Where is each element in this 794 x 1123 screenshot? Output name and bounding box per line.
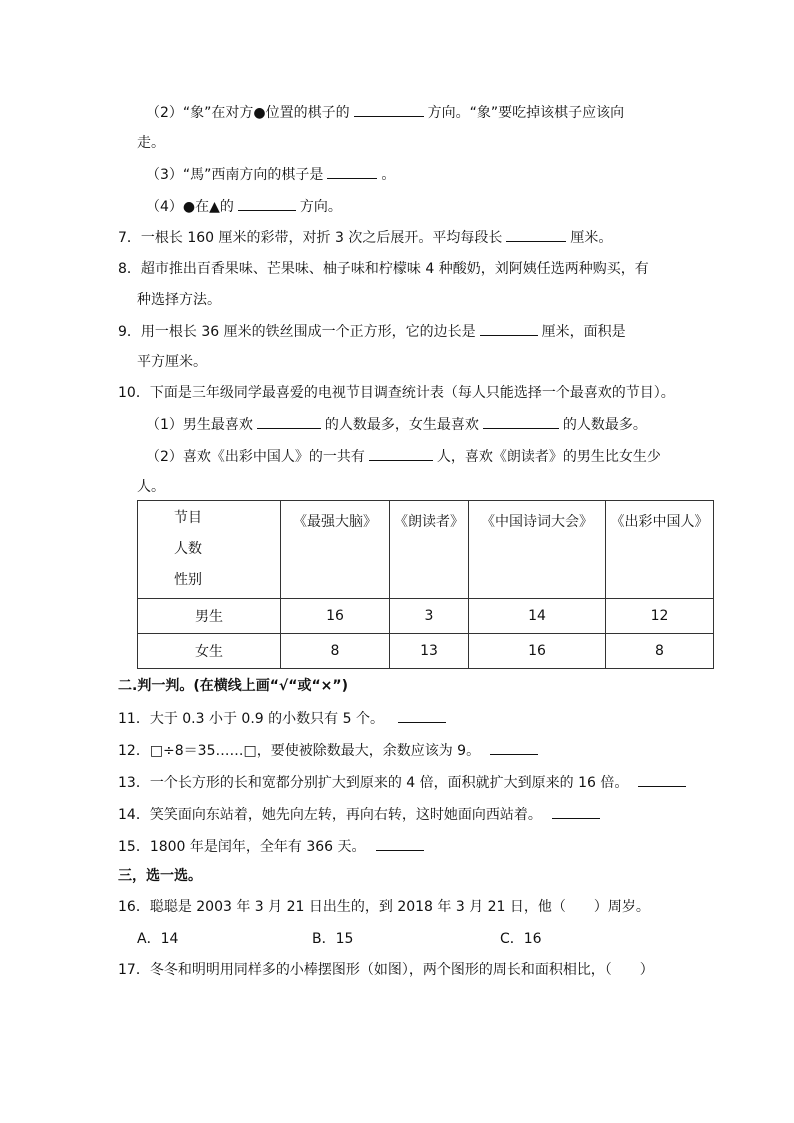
cell-boys-1: 16	[281, 599, 390, 634]
header-program-2: 《朗读者》	[390, 501, 469, 599]
q7-text-a: 7．一根长 160 厘米的彩带，对折 3 次之后展开。平均每段长	[118, 230, 503, 246]
q16-option-b-text: B．15	[312, 931, 354, 947]
q12-text: 12．□÷8＝35……□，要使被除数最大，余数应该为 9。	[118, 743, 481, 759]
question-15	[118, 836, 428, 857]
question-8-line2	[137, 290, 221, 310]
q6-part2-text-c: 走。	[137, 135, 165, 151]
question-16	[118, 897, 650, 917]
question-7	[118, 227, 612, 248]
cell-boys-4: 12	[606, 599, 714, 634]
q6-part3	[146, 164, 395, 185]
q16-option-b[interactable]	[312, 929, 353, 949]
table-header-row	[138, 501, 714, 599]
header-program-1: 《最强大脑》	[281, 501, 390, 599]
question-12	[118, 740, 542, 761]
question-8-line1	[118, 259, 649, 279]
q10-part1-text-a: （1）男生最喜欢	[146, 417, 253, 433]
table-row	[138, 634, 714, 669]
q9-blank[interactable]	[480, 321, 538, 336]
section-2-heading	[118, 676, 348, 696]
q7-text-b: 厘米。	[570, 230, 613, 246]
q10-part1-text-b: 的人数最多，女生最喜欢	[324, 417, 479, 433]
table-corner-cell	[138, 501, 281, 599]
question-17	[118, 960, 654, 980]
corner-label-program: 节目	[174, 510, 202, 526]
row-label-boys: 男生	[138, 599, 281, 634]
q16-stem: 16．聪聪是 2003 年 3 月 21 日出生的，到 2018 年 3 月 21 日，他（ ）周岁。	[118, 899, 650, 915]
table-row	[138, 599, 714, 634]
q10-part2-text-b: 人，喜欢《朗读者》的男生比女生少	[436, 449, 661, 465]
q12-answer-blank[interactable]	[490, 740, 538, 755]
q6-part2-blank[interactable]	[354, 102, 424, 117]
q16-option-c-text: C．16	[500, 931, 542, 947]
section-3-heading	[118, 866, 202, 886]
question-14	[118, 804, 604, 825]
q13-text: 13．一个长方形的长和宽都分别扩大到原来的 4 倍，面积就扩大到原来的 16 倍。	[118, 775, 629, 791]
q10-part1	[146, 414, 647, 435]
q6-part2-text-a: （2）“象”在对方●位置的棋子的	[146, 105, 350, 121]
cell-boys-3: 14	[469, 599, 606, 634]
q11-text: 11．大于 0.3 小于 0.9 的小数只有 5 个。	[118, 711, 384, 727]
q10-part2-text-a: （2）喜欢《出彩中国人》的一共有	[146, 449, 365, 465]
q10-part2-blank[interactable]	[369, 446, 433, 461]
corner-label-count: 人数	[174, 541, 202, 557]
survey-table	[137, 500, 714, 669]
q11-answer-blank[interactable]	[398, 708, 446, 723]
question-10-stem	[118, 383, 675, 403]
q16-option-c[interactable]	[500, 929, 542, 949]
question-11	[118, 708, 450, 729]
q10-part2-line1	[146, 446, 661, 467]
cell-girls-3: 16	[469, 634, 606, 669]
q15-text: 15．1800 年是闰年，全年有 366 天。	[118, 839, 366, 855]
q9-text-a: 9．用一根长 36 厘米的铁丝围成一个正方形，它的边长是	[118, 324, 476, 340]
q10-part2-line2	[137, 477, 165, 497]
q13-answer-blank[interactable]	[638, 772, 686, 787]
question-9-line2	[137, 352, 207, 372]
cell-boys-2: 3	[390, 599, 469, 634]
q6-part4	[146, 196, 342, 217]
q6-part3-text-b: 。	[381, 167, 396, 183]
cell-girls-4: 8	[606, 634, 714, 669]
q10-stem-text: 10．下面是三年级同学最喜爱的电视节目调查统计表（每人只能选择一个最喜欢的节目）。	[118, 385, 675, 401]
q10-part1-blank-1[interactable]	[257, 414, 321, 429]
section-2-title: 二.判一判。(在横线上画“√“或“×”)	[118, 678, 348, 694]
q6-part3-text-a: （3）“馬”西南方向的棋子是	[146, 167, 324, 183]
cell-girls-1: 8	[281, 634, 390, 669]
q9-text-c: 平方厘米。	[137, 354, 207, 370]
q6-part3-blank[interactable]	[327, 164, 377, 179]
q6-part4-text-a: （4）●在▲的	[146, 199, 234, 215]
q10-part1-text-c: 的人数最多。	[562, 417, 647, 433]
q10-part2-text-c: 人。	[137, 479, 165, 495]
question-13	[118, 772, 690, 793]
q16-option-a[interactable]	[137, 929, 178, 949]
q6-part2-text-b: 方向。“象”要吃掉该棋子应该向	[427, 105, 625, 121]
section-3-title: 三，选一选。	[118, 868, 202, 884]
q6-part4-text-b: 方向。	[299, 199, 342, 215]
q8-text-a: 8．超市推出百香果味、芒果味、柚子味和柠檬味 4 种酸奶，刘阿姨任选两种购买，有	[118, 261, 649, 277]
corner-label-gender: 性别	[174, 572, 202, 588]
q9-text-b: 厘米，面积是	[541, 324, 626, 340]
q15-answer-blank[interactable]	[376, 836, 424, 851]
q6-part4-blank[interactable]	[238, 196, 296, 211]
q7-blank[interactable]	[506, 227, 566, 242]
cell-girls-2: 13	[390, 634, 469, 669]
header-program-3: 《中国诗词大会》	[469, 501, 606, 599]
row-label-girls: 女生	[138, 634, 281, 669]
q14-answer-blank[interactable]	[552, 804, 600, 819]
header-program-4: 《出彩中国人》	[606, 501, 714, 599]
q16-option-a-text: A．14	[137, 931, 179, 947]
q17-stem: 17．冬冬和明明用同样多的小棒摆图形（如图），两个图形的周长和面积相比，（ ）	[118, 962, 654, 978]
q10-part1-blank-2[interactable]	[483, 414, 559, 429]
q8-text-b: 种选择方法。	[137, 292, 221, 308]
q6-part2-line2	[137, 133, 165, 153]
q6-part2-line1	[146, 102, 624, 123]
q14-text: 14．笑笑面向东站着，她先向左转，再向右转，这时她面向西站着。	[118, 807, 542, 823]
question-9-line1	[118, 321, 626, 342]
